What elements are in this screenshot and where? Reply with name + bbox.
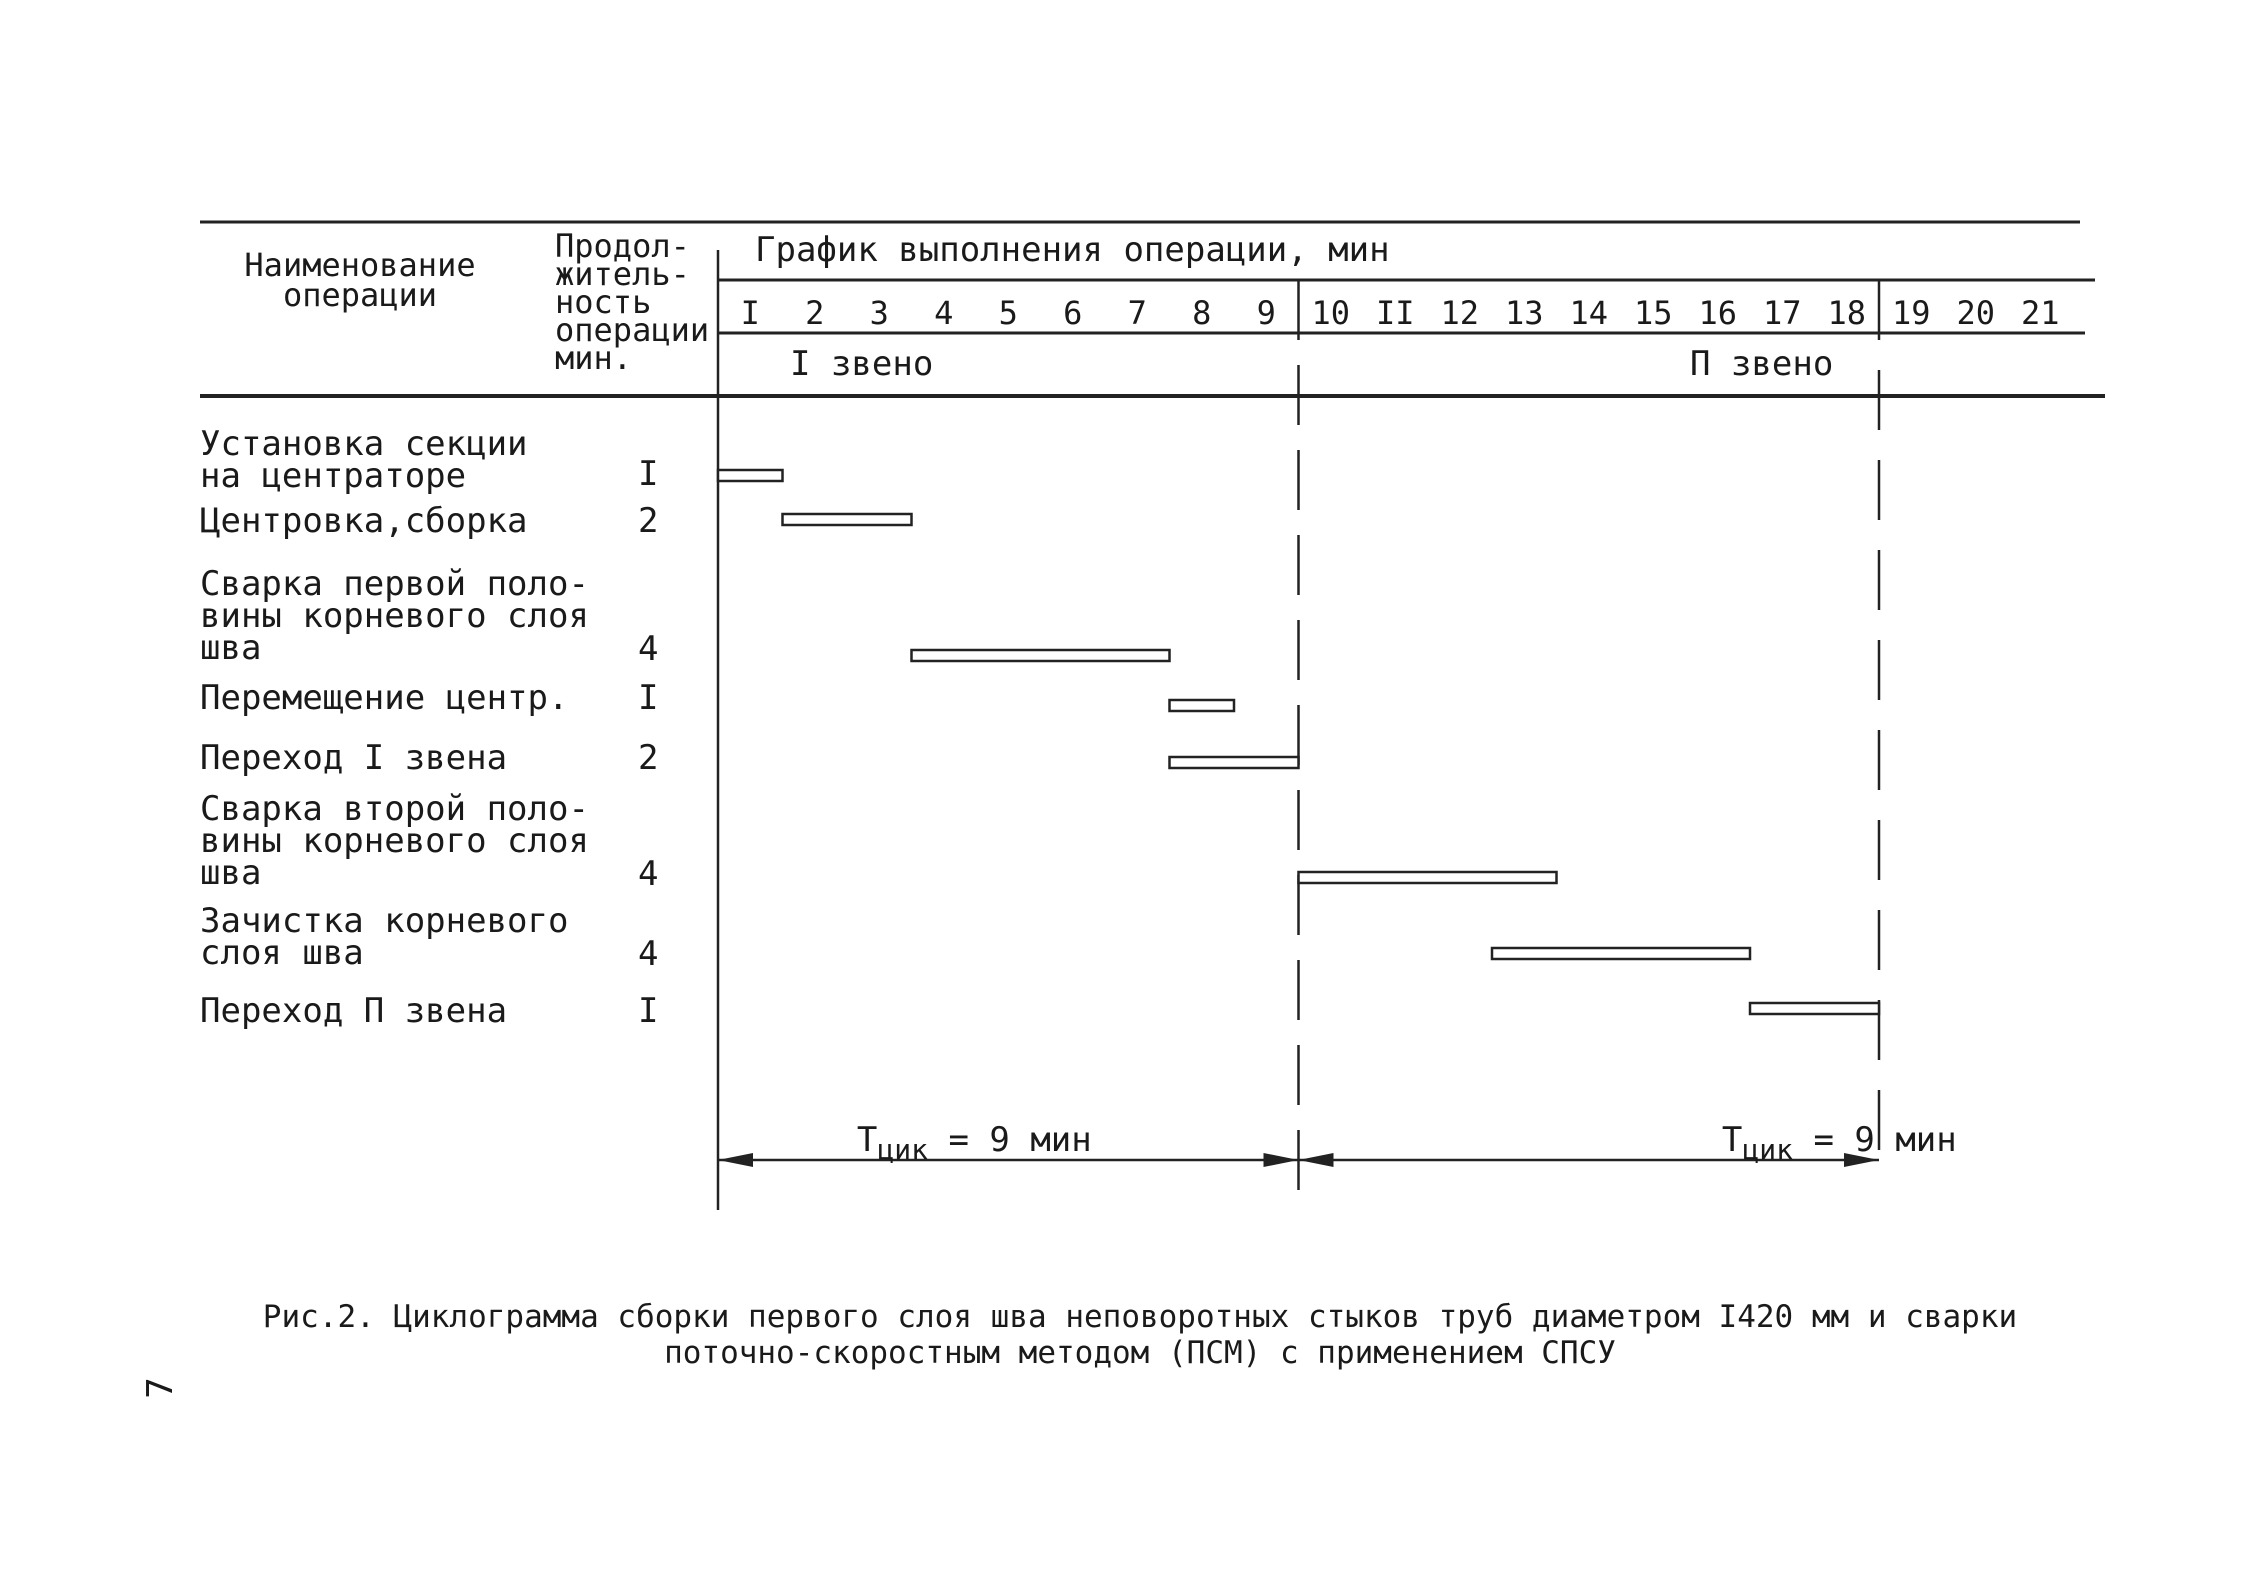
minute-tick-label: 12 xyxy=(1440,294,1480,332)
cycle-label-2-sub: цик xyxy=(1742,1132,1793,1166)
operation-bar xyxy=(718,470,783,481)
minute-tick-label: 16 xyxy=(1698,294,1738,332)
header-link2: П звено xyxy=(1690,344,1834,384)
cycle-label-2-t: T xyxy=(1721,1120,1743,1160)
cycle-label-1-sub: цик xyxy=(877,1132,928,1166)
operation-bar xyxy=(783,514,912,525)
operation-bar xyxy=(1170,700,1235,711)
minute-tick-label: 10 xyxy=(1311,294,1351,332)
minute-tick-label: 7 xyxy=(1127,294,1147,332)
minute-tick-label: 17 xyxy=(1762,294,1802,332)
operation-name: Установка секции на центраторе xyxy=(200,424,528,496)
figure-caption-line2: поточно-скоростным методом (ПСМ) с применением СПСУ xyxy=(664,1335,1616,1371)
header-link1: I звено xyxy=(790,344,934,384)
minute-tick-label: 15 xyxy=(1633,294,1673,332)
minute-tick-label: 19 xyxy=(1891,294,1931,332)
page-number: 7 xyxy=(139,1377,181,1399)
cycle-label-1-rest: = 9 мин xyxy=(948,1120,1092,1160)
minute-tick-label: 9 xyxy=(1256,294,1276,332)
minute-tick-label: 4 xyxy=(934,294,954,332)
cycle-label-2 xyxy=(1640,1092,1957,1198)
operation-bar xyxy=(1492,948,1750,959)
operation-name: Переход I звена xyxy=(200,738,508,778)
cycle-arrow-1-head-left xyxy=(718,1153,753,1167)
cycle-arrow-1-head-right xyxy=(1264,1153,1299,1167)
header-schedule-title: График выполнения операции, мин xyxy=(755,230,1390,270)
operation-name: Переход П звена xyxy=(200,991,508,1031)
cycle-label-1 xyxy=(775,1092,1092,1198)
header-duration: Продол- житель- ность операции мин. xyxy=(555,227,710,377)
minute-tick-label: 18 xyxy=(1827,294,1867,332)
operation-bar xyxy=(1299,872,1557,883)
minute-tick-label: 8 xyxy=(1192,294,1212,332)
operation-name: Сварка первой поло- вины корневого слоя шва xyxy=(200,564,589,668)
header-operation-name: Наименование операции xyxy=(244,246,476,314)
operation-duration: 4 xyxy=(638,854,659,894)
figure-caption-line1: Рис.2. Циклограмма сборки первого слоя шва неповоротных стыков труб диаметром I420 мм и сварки xyxy=(262,1299,2018,1335)
operation-name: Сварка второй поло- вины корневого слоя шва xyxy=(200,789,589,893)
operation-name: Центровка,сборка xyxy=(200,501,528,541)
minute-tick-label: 14 xyxy=(1569,294,1609,332)
operation-duration: I xyxy=(638,678,659,718)
operation-name: Перемещение центр. xyxy=(200,678,569,718)
cycle-label-2-rest: = 9 мин xyxy=(1813,1120,1957,1160)
operation-duration: I xyxy=(638,454,659,494)
operation-name: Зачистка корневого слоя шва xyxy=(200,901,569,973)
operation-duration: 4 xyxy=(638,934,659,974)
minute-tick-label: 5 xyxy=(998,294,1018,332)
minute-tick-label: 13 xyxy=(1504,294,1544,332)
cycle-label-1-t: T xyxy=(856,1120,878,1160)
minute-tick-label: II xyxy=(1375,294,1415,332)
minute-tick-label: 6 xyxy=(1063,294,1083,332)
operation-bar xyxy=(1170,757,1299,768)
operation-bar xyxy=(1750,1003,1879,1014)
minute-tick-label: 3 xyxy=(869,294,889,332)
minute-tick-label: 2 xyxy=(805,294,825,332)
operation-duration: 2 xyxy=(638,501,659,541)
operation-duration: I xyxy=(638,991,659,1031)
operation-bar xyxy=(912,650,1170,661)
minute-tick-label: 21 xyxy=(2020,294,2060,332)
operation-duration: 4 xyxy=(638,629,659,669)
minute-tick-label: I xyxy=(740,294,760,332)
cycle-arrow-2-head-left xyxy=(1299,1153,1334,1167)
operation-duration: 2 xyxy=(638,738,659,778)
minute-tick-label: 20 xyxy=(1956,294,1996,332)
